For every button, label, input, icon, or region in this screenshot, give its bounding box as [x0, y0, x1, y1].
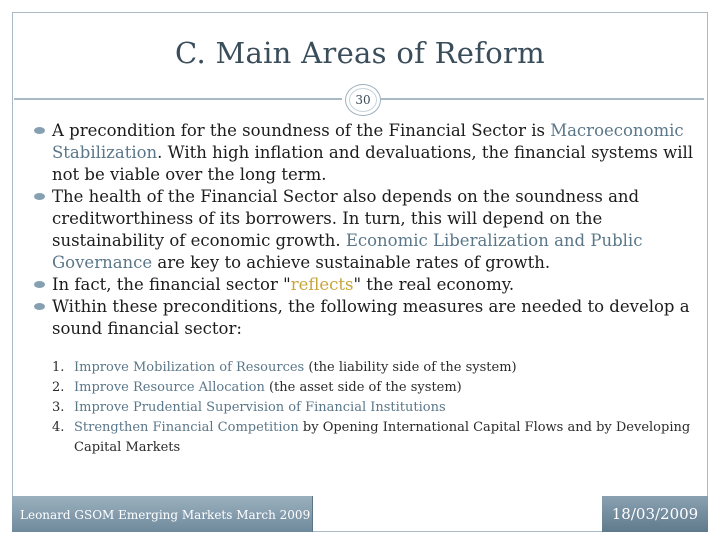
page-number-badge	[345, 84, 381, 116]
bullet-list	[34, 120, 694, 340]
bullet-text-run: A precondition for the soundness of the Financial Sector is	[52, 121, 551, 140]
title-rule-left	[14, 98, 342, 100]
measure-item	[52, 398, 692, 418]
measure-highlight: Strengthen Financial Competition	[74, 420, 299, 435]
measures-list	[52, 358, 692, 458]
measure-detail: (the asset side of the system)	[264, 380, 462, 395]
measure-item	[52, 418, 692, 458]
measure-number: 3.	[52, 400, 65, 415]
bullet-dot-icon	[34, 193, 45, 200]
footer-left-text: Leonard GSOM Emerging Markets March 2009	[20, 508, 311, 522]
measure-number: 4.	[52, 420, 65, 435]
measure-detail: (the liability side of the system)	[304, 360, 517, 375]
bullet-item	[34, 186, 694, 274]
bullet-dot-icon	[34, 303, 45, 310]
bullet-text-run: In fact, the financial sector "	[52, 275, 291, 294]
bullet-text-run: . With high inflation and devaluations, the financial systems will not be viable over the long term.	[52, 143, 694, 184]
measure-detail: by Opening International Capital Flows and by Developing Capital Markets	[74, 420, 691, 455]
footer-date: 18/03/2009	[611, 505, 699, 523]
bullet-dot-icon	[34, 281, 45, 288]
measure-number: 2.	[52, 380, 65, 395]
footer-left-box	[12, 496, 313, 532]
bullet-text-run: Economic Liberalization and Public Governance	[52, 231, 643, 272]
measure-item	[52, 378, 692, 398]
bullet-dot-icon	[34, 127, 45, 134]
title-rule-right	[381, 98, 704, 100]
bullet-text-run: Within these preconditions, the following measures are needed to develop a sound financial sector:	[52, 297, 690, 338]
bullet-text-run: The health of the Financial Sector also depends on the soundness and creditworthiness of its borrowers. In turn, this will depend on the sustainability of economic growth.	[52, 187, 640, 250]
measure-item	[52, 358, 692, 378]
bullet-item	[34, 274, 694, 296]
measure-highlight: Improve Prudential Supervision of Financial Institutions	[74, 400, 446, 415]
bullet-item	[34, 120, 694, 186]
measure-number: 1.	[52, 360, 65, 375]
bullet-text-run: reflects	[290, 275, 354, 294]
footer-date-box	[602, 496, 708, 532]
page-number: 30	[349, 88, 377, 112]
bullet-text-run: are key to achieve sustainable rates of growth.	[152, 253, 551, 272]
bullet-text-run: " the real economy.	[353, 275, 515, 294]
bullet-text-run: Macroeconomic Stabilization	[52, 121, 684, 162]
bullet-item	[34, 296, 694, 340]
measure-highlight: Improve Mobilization of Resources	[74, 360, 305, 375]
slide-title: C. Main Areas of Reform	[175, 36, 545, 70]
measure-highlight: Improve Resource Allocation	[74, 380, 265, 395]
footer	[12, 496, 708, 532]
